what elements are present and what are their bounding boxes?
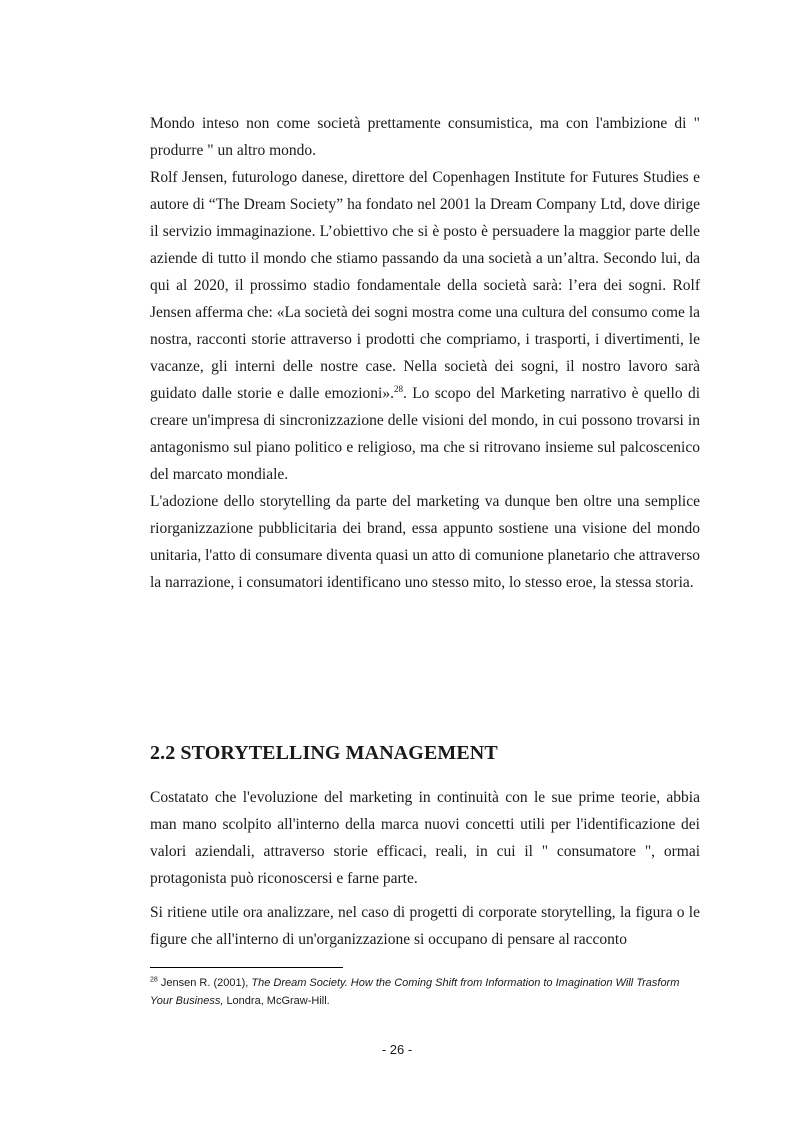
paragraph-1: Mondo inteso non come società prettamente consumistica, ma con l'ambizione di " produrre " un altro mondo.: [150, 115, 700, 159]
footnote-number: 28: [150, 976, 158, 984]
footnote-separator: [150, 967, 343, 968]
footnote-author: Jensen R. (2001),: [160, 977, 249, 989]
paragraph-3: L'adozione dello storytelling da parte del marketing va dunque ben oltre una semplice riorganizzazione pubblicitaria dei brand, essa appunto sostiene una visione del mondo unitaria, l'atto di consumare diventa quasi un atto di comunione planetario che attraverso la narrazione, i consumatori identificano uno stesso mito, lo stesso eroe, la stessa storia.: [150, 493, 700, 591]
paragraph-2-text: Rolf Jensen, futurologo danese, direttore del Copenhagen Institute for Futures Studies e autore di “The Dream Society” ha fondato nel 2001 la Dream Company Ltd, dove dirige il servizio immaginazione. L’obiettivo che si è posto è persuadere la maggior parte delle aziende di tutto il mondo che stiamo passando da una società a un’altra. Secondo lui, da qui al 2020, il prossimo stadio fondamentale della società sarà: l’era dei sogni. Rolf Jensen afferma che: «La società dei sogni mostra come una cultura del consumo come la nostra, racconti storie attraverso i prodotti che compriamo, i trasporti, i divertimenti, le vacanze, gli interni delle nostre case. Nella società dei sogni, il nostro lavoro sarà guidato dalle storie e dalle emozioni».: [150, 169, 700, 402]
body-text-section-1: [150, 110, 700, 596]
page-number: - 26 -: [381, 1042, 413, 1057]
body-text-section-2: [150, 784, 700, 960]
footnote-publisher: Londra, McGraw-Hill.: [226, 995, 330, 1007]
paragraph-2-continuation: . Lo scopo del Marketing narrativo è quello di creare un'impresa di sincronizzazione delle visioni del mondo, in cui possono trovarsi in antagonismo sul piano politico e religioso, ma che si ritrovano insieme sul palcoscenico del marcato mondiale.: [150, 385, 700, 483]
paragraph-5: Si ritiene utile ora analizzare, nel caso di progetti di corporate storytelling, la figura o le figure che all'interno di un'organizzazione si occupano di pensare al racconto: [150, 904, 700, 948]
footnote: [150, 974, 700, 1010]
footnote-title: The Dream Society. How the Coming Shift from Information to Imagination Will Trasform Your Business,: [150, 977, 680, 1007]
footnote-reference[interactable]: 28: [394, 383, 403, 394]
paragraph-4: Costatato che l'evoluzione del marketing in continuità con le sue prime teorie, abbia man mano scolpito all'interno della marca nuovi concetti utili per l'identificazione dei valori aziendali, attraverso storie efficaci, reali, in cui il " consumatore ", ormai protagonista può riconoscersi e farne parte.: [150, 789, 700, 887]
section-heading: 2.2 STORYTELLING MANAGEMENT: [150, 742, 498, 764]
paragraph-2: [150, 164, 700, 488]
